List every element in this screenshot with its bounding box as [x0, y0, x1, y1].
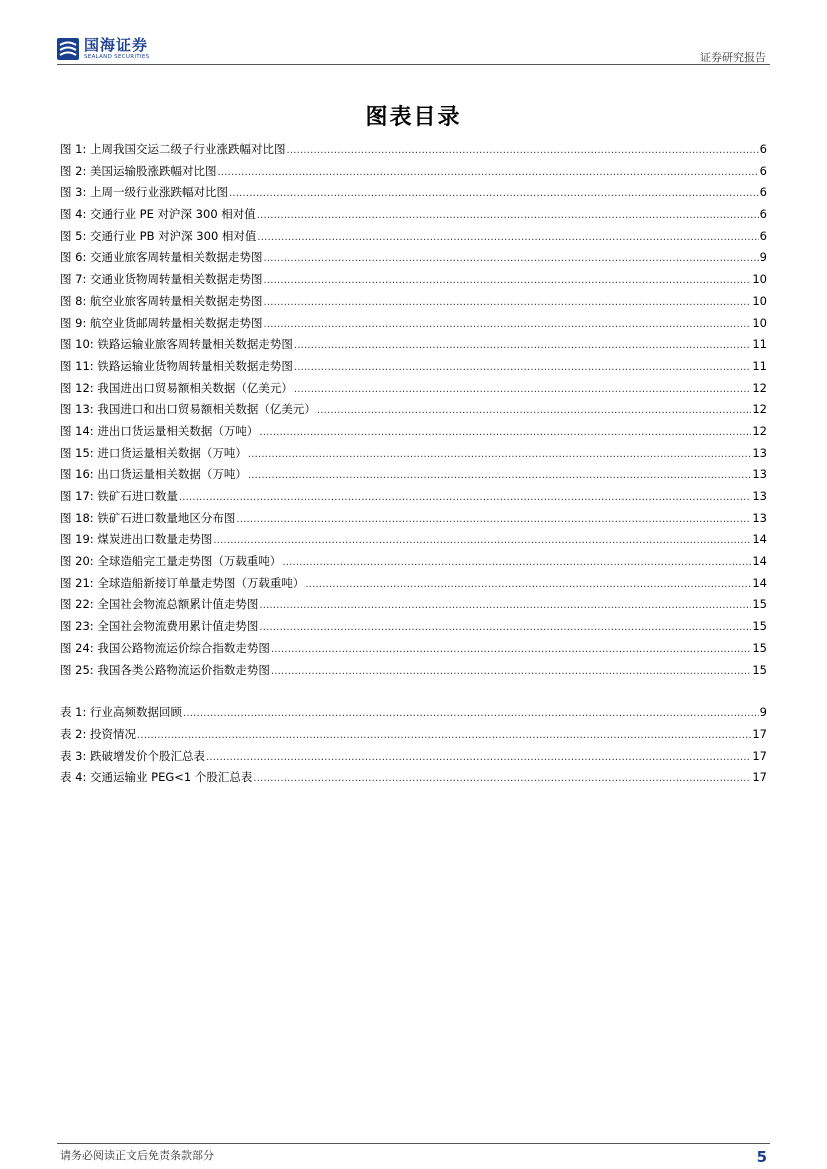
toc-entry[interactable] [60, 336, 767, 358]
toc-dot-leader [294, 340, 752, 351]
toc-entry-label: 图 13: [60, 402, 94, 417]
toc-entry-page: 15 [752, 662, 767, 677]
toc-dot-leader [257, 232, 758, 243]
toc-entry-label: 图 2: [60, 163, 87, 178]
toc-dot-leader [257, 210, 759, 221]
toc-entry-title: 全国社会物流费用累计值走势图 [97, 619, 259, 634]
toc-entry-title: 我国进口和出口贸易额相关数据（亿美元） [97, 402, 316, 417]
sealand-logo-icon [57, 38, 79, 60]
toc-entry-label: 图 12: [60, 380, 94, 395]
toc-entry-label: 图 23: [60, 619, 94, 634]
toc-entry-title: 我国公路物流运价综合指数走势图 [97, 640, 270, 655]
toc-entry-label: 表 1: [60, 705, 87, 720]
toc-entry[interactable] [60, 596, 767, 618]
toc-dot-leader [259, 600, 751, 611]
toc-dot-leader [183, 708, 759, 719]
toc-entry-label: 图 9: [60, 315, 87, 330]
toc-entry-page: 6 [759, 185, 767, 200]
toc-entry[interactable] [60, 553, 767, 575]
toc-entry-title: 铁路运输业货物周转量相关数据走势图 [97, 358, 293, 373]
toc-entry[interactable] [60, 640, 767, 662]
toc-entry[interactable] [60, 704, 767, 726]
toc-entry-label: 图 16: [60, 467, 94, 482]
toc-entry-page: 15 [752, 640, 767, 655]
toc-entry-title: 进出口货运量相关数据（万吨） [97, 423, 259, 438]
toc-entry-title: 进口货运量相关数据（万吨） [97, 445, 247, 460]
footer-divider [57, 1143, 770, 1144]
toc-dot-leader [271, 644, 752, 655]
toc-entry[interactable] [60, 228, 767, 250]
toc-entry-page: 14 [752, 532, 767, 547]
footer-disclaimer: 请务必阅读正文后免责条款部分 [60, 1149, 214, 1162]
toc-entry-title: 投资情况 [90, 726, 137, 741]
toc-entry-label: 图 19: [60, 532, 94, 547]
toc-entry-label: 图 1: [60, 142, 87, 156]
toc-entry-label: 图 24: [60, 640, 94, 655]
toc-entry-page: 14 [752, 575, 767, 590]
toc-entry-title: 美国运输股涨跌幅对比图 [90, 163, 217, 178]
toc-entry-label: 图 22: [60, 597, 94, 612]
toc-entry-label: 图 10: [60, 337, 94, 352]
toc-entry-title: 交通业货物周转量相关数据走势图 [90, 272, 263, 287]
toc-dot-leader [264, 253, 759, 264]
toc-entry[interactable] [60, 293, 767, 315]
toc-entry-title: 铁矿石进口数量地区分布图 [97, 510, 236, 525]
toc-entry-label: 图 25: [60, 662, 94, 677]
toc-entry-page: 6 [759, 142, 767, 156]
toc-entry-page: 17 [752, 726, 767, 741]
toc-entry-label: 图 20: [60, 554, 94, 569]
toc-entry-page: 17 [752, 748, 767, 763]
toc-entry-label: 表 4: [60, 770, 87, 785]
toc-entry[interactable] [60, 141, 767, 163]
toc-dot-leader [264, 319, 752, 330]
toc-entry-title: 行业高频数据回顾 [90, 705, 183, 720]
toc-entry[interactable] [60, 618, 767, 640]
toc-dot-leader [248, 470, 752, 481]
toc-dot-leader [264, 275, 752, 286]
toc-entry-title: 交通运输业 PEG<1 个股汇总表 [90, 770, 253, 785]
toc-entry[interactable] [60, 423, 767, 445]
toc-entry[interactable] [60, 769, 767, 791]
toc-dot-leader [236, 514, 751, 525]
toc-entry-page: 15 [752, 619, 767, 634]
toc-entry-title: 我国各类公路物流运价指数走势图 [97, 662, 270, 677]
toc-entry-page: 13 [752, 445, 767, 460]
toc-entry-page: 13 [752, 489, 767, 503]
toc-entry[interactable] [60, 662, 767, 684]
toc-entry-label: 图 11: [60, 358, 94, 373]
toc-dot-leader [213, 535, 751, 546]
toc-entry[interactable] [60, 184, 767, 206]
toc-entry-title: 航空业旅客周转量相关数据走势图 [90, 293, 263, 308]
toc-dot-leader [229, 188, 759, 199]
toc-entry-label: 图 4: [60, 207, 87, 222]
page-number: 5 [756, 1148, 767, 1166]
toc-entry-title: 上周一级行业涨跌幅对比图 [90, 185, 229, 200]
logo-english-name: SEALAND SECURITIES [84, 53, 150, 60]
toc-entry-label: 表 2: [60, 726, 87, 741]
toc-entry-label: 图 14: [60, 423, 94, 438]
toc-entry-title: 跌破增发价个股汇总表 [90, 748, 206, 763]
report-type-label: 证券研究报告 [700, 51, 766, 64]
toc-dot-leader [248, 449, 752, 460]
toc-entry[interactable] [60, 531, 767, 553]
toc-entry-page: 12 [752, 402, 767, 417]
logo-chinese-name: 国海证券 [84, 35, 149, 54]
toc-entry-page: 12 [752, 380, 767, 395]
toc-entry-title: 全国社会物流总额累计值走势图 [97, 597, 259, 612]
toc-entry-label: 图 5: [60, 228, 87, 243]
toc-entry[interactable] [60, 271, 767, 293]
toc-entry[interactable] [60, 726, 767, 748]
toc-entry[interactable] [60, 315, 767, 337]
toc-entry[interactable] [60, 380, 767, 402]
toc-entry-title: 铁矿石进口数量 [97, 489, 178, 503]
toc-entry-page: 6 [759, 207, 767, 222]
toc-entry-title: 交通行业 PB 对沪深 300 相对值 [90, 228, 257, 243]
toc-entry-title: 交通业旅客周转量相关数据走势图 [90, 250, 263, 265]
toc-entry-page: 11 [752, 337, 767, 352]
toc-entry-page: 10 [752, 315, 767, 330]
toc-entry-label: 图 17: [60, 489, 94, 503]
table-of-figures [60, 141, 767, 791]
toc-entry-label: 图 18: [60, 510, 94, 525]
toc-entry[interactable] [60, 445, 767, 467]
toc-entry-page: 9 [759, 705, 767, 720]
toc-entry-page: 17 [752, 770, 767, 785]
toc-dot-leader [179, 492, 752, 503]
toc-entry[interactable] [60, 510, 767, 532]
toc-entry-page: 11 [752, 358, 767, 373]
toc-entry[interactable] [60, 488, 767, 510]
toc-entry-page: 12 [752, 423, 767, 438]
toc-dot-leader [259, 622, 751, 633]
toc-entry-title: 我国进出口贸易额相关数据（亿美元） [97, 380, 293, 395]
toc-entry-label: 图 7: [60, 272, 87, 287]
toc-dot-leader [137, 730, 751, 741]
toc-dot-leader [271, 666, 752, 677]
toc-dot-leader [259, 427, 751, 438]
toc-dot-leader [282, 557, 751, 568]
toc-entry[interactable] [60, 206, 767, 228]
toc-dot-leader [253, 773, 751, 784]
toc-entry[interactable] [60, 249, 767, 271]
toc-entry-title: 航空业货邮周转量相关数据走势图 [90, 315, 263, 330]
toc-entry-page: 13 [752, 510, 767, 525]
toc-entry-label: 表 3: [60, 748, 87, 763]
toc-dot-leader [264, 297, 752, 308]
toc-entry[interactable] [60, 358, 767, 380]
toc-dot-leader [218, 167, 759, 178]
toc-entry-title: 全球造船新接订单量走势图（万载重吨） [97, 575, 305, 590]
toc-entry-page: 9 [759, 250, 767, 265]
toc-dot-leader [305, 579, 751, 590]
toc-entry[interactable] [60, 401, 767, 423]
toc-entry-label: 图 8: [60, 293, 87, 308]
toc-entry-page: 15 [752, 597, 767, 612]
toc-entry-page: 6 [759, 228, 767, 243]
toc-entry[interactable] [60, 466, 767, 488]
company-logo [57, 35, 149, 63]
toc-entry-title: 煤炭进出口数量走势图 [97, 532, 213, 547]
toc-entry-page: 10 [752, 272, 767, 287]
toc-entry-label: 图 21: [60, 575, 94, 590]
toc-entry[interactable] [60, 575, 767, 597]
toc-entry-page: 6 [759, 163, 767, 178]
toc-dot-leader [294, 362, 752, 373]
toc-entry-title: 出口货运量相关数据（万吨） [97, 467, 247, 482]
section-gap [60, 683, 767, 704]
toc-entry-title: 交通行业 PE 对沪深 300 相对值 [90, 207, 256, 222]
toc-entry-label: 图 15: [60, 445, 94, 460]
toc-entry-title: 全球造船完工量走势图（万载重吨） [97, 554, 282, 569]
toc-dot-leader [206, 752, 751, 763]
toc-dot-leader [287, 145, 759, 156]
toc-entry-page: 14 [752, 554, 767, 569]
header-divider [57, 64, 770, 65]
toc-dot-leader [317, 405, 752, 416]
toc-entry-label: 图 3: [60, 185, 87, 200]
toc-entry-page: 13 [752, 467, 767, 482]
toc-entry-label: 图 6: [60, 250, 87, 265]
toc-entry-title: 上周我国交运二级子行业涨跌幅对比图 [90, 142, 286, 156]
toc-entry-title: 铁路运输业旅客周转量相关数据走势图 [97, 337, 293, 352]
page-title: 图表目录 [365, 105, 462, 130]
toc-entry-page: 10 [752, 293, 767, 308]
toc-dot-leader [294, 384, 752, 395]
toc-entry[interactable] [60, 748, 767, 770]
page-header [57, 35, 770, 65]
toc-entry[interactable] [60, 163, 767, 185]
